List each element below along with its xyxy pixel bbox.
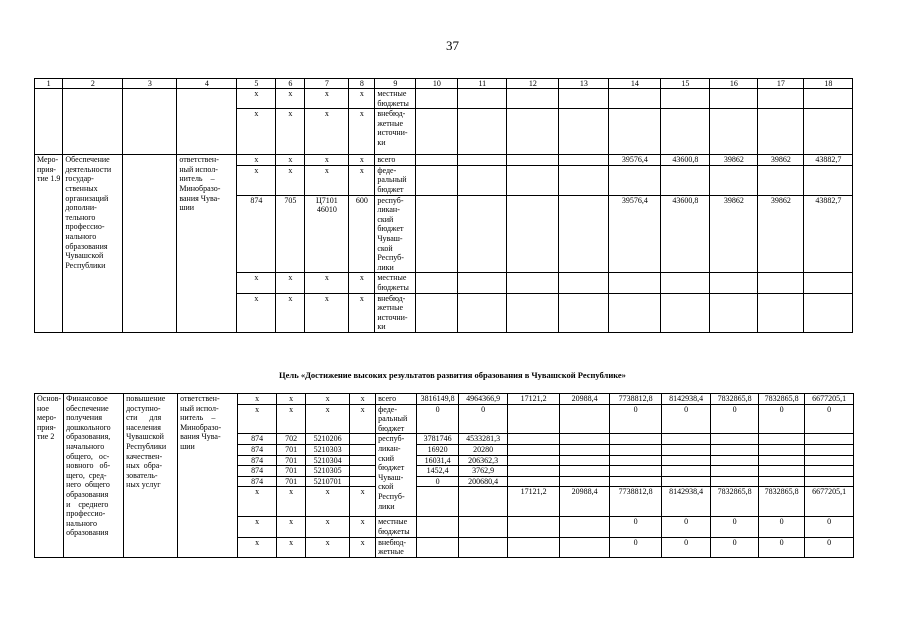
cell <box>560 444 610 455</box>
responsible-executor: ответствен- ный испол- нитель – Минобразо- вания Чува- шии <box>177 155 237 333</box>
cell: х <box>237 293 276 332</box>
cell <box>805 466 854 477</box>
cell <box>609 109 661 155</box>
header-cell: 18 <box>804 79 853 89</box>
cell: 6677205,1 <box>805 394 854 405</box>
cell <box>508 434 560 445</box>
cell: 39862 <box>758 155 804 166</box>
cell <box>508 517 560 537</box>
cell: х <box>349 273 375 293</box>
cell: всего <box>375 155 416 166</box>
cell <box>458 155 507 166</box>
cell <box>610 476 662 487</box>
header-cell: 8 <box>349 79 375 89</box>
cell <box>507 273 559 293</box>
cell: х <box>349 89 375 109</box>
cell <box>759 434 805 445</box>
page-number: 37 <box>446 38 459 53</box>
cell: х <box>349 155 375 166</box>
cell: х <box>277 394 306 405</box>
cell <box>804 273 853 293</box>
cell: 7738812,8 <box>610 394 662 405</box>
cell: 701 <box>277 444 306 455</box>
header-cell: 5 <box>237 79 276 89</box>
cell: 43882,7 <box>804 155 853 166</box>
cell: х <box>306 487 350 517</box>
cell: 705 <box>276 195 305 273</box>
cell <box>508 466 560 477</box>
responsible-executor: ответствен- ный испол- нитель – Минобразо- вания Чува- шии <box>178 394 238 558</box>
cell: 3816149,8 <box>417 394 459 405</box>
cell: 1452,4 <box>417 466 459 477</box>
cell: х <box>350 487 376 517</box>
cell <box>416 165 458 195</box>
cell: 0 <box>711 537 759 557</box>
cell <box>662 444 711 455</box>
cell <box>416 155 458 166</box>
cell <box>350 455 376 466</box>
cell: х <box>305 165 349 195</box>
cell <box>711 444 759 455</box>
cell: х <box>350 537 376 557</box>
cell: 3762,9 <box>459 466 508 477</box>
cell: 0 <box>759 404 805 434</box>
cell <box>662 455 711 466</box>
cell: 7738812,8 <box>610 487 662 517</box>
cell <box>609 165 661 195</box>
cell <box>560 476 610 487</box>
cell: 0 <box>759 517 805 537</box>
cell: 0 <box>662 517 711 537</box>
cell <box>458 195 507 273</box>
cell <box>507 109 559 155</box>
cell <box>661 89 710 109</box>
cell <box>758 293 804 332</box>
cell <box>458 165 507 195</box>
cell: х <box>237 89 276 109</box>
cell: 3781746 <box>417 434 459 445</box>
measure-code: Основ- ное меро- прия- тие 2 <box>35 394 64 558</box>
cell: 600 <box>349 195 375 273</box>
cell <box>804 165 853 195</box>
cell: 17121,2 <box>508 487 560 517</box>
cell <box>560 455 610 466</box>
cell: 5210304 <box>306 455 350 466</box>
cell <box>350 434 376 445</box>
header-cell: 4 <box>177 79 237 89</box>
cell: х <box>277 487 306 517</box>
cell <box>559 89 609 109</box>
cell: х <box>276 89 305 109</box>
cell: 874 <box>238 466 277 477</box>
cell <box>759 455 805 466</box>
cell: 200680,4 <box>459 476 508 487</box>
cell: 0 <box>805 404 854 434</box>
cell: Ц7101 46010 <box>305 195 349 273</box>
header-cell: 6 <box>276 79 305 89</box>
cell: х <box>305 89 349 109</box>
cell <box>710 109 758 155</box>
header-cell: 13 <box>559 79 609 89</box>
cell <box>758 273 804 293</box>
cell <box>758 89 804 109</box>
cell: 874 <box>237 195 276 273</box>
cell: 20988,4 <box>560 394 610 405</box>
cell: 39576,4 <box>609 195 661 273</box>
cell <box>35 89 63 155</box>
cell: 0 <box>610 537 662 557</box>
cell <box>609 89 661 109</box>
cell <box>805 455 854 466</box>
cell: х <box>306 394 350 405</box>
budget-table-goal <box>34 393 854 558</box>
cell <box>417 537 459 557</box>
cell: 874 <box>238 455 277 466</box>
cell: 0 <box>662 404 711 434</box>
cell <box>610 455 662 466</box>
cell: 0 <box>417 476 459 487</box>
cell: 874 <box>238 476 277 487</box>
cell: 20988,4 <box>560 487 610 517</box>
cell: 43882,7 <box>804 195 853 273</box>
header-cell: 12 <box>507 79 559 89</box>
header-cell: 16 <box>710 79 758 89</box>
cell: х <box>238 537 277 557</box>
cell <box>416 273 458 293</box>
cell <box>507 293 559 332</box>
cell: 39862 <box>710 155 758 166</box>
cell <box>458 293 507 332</box>
cell <box>560 537 610 557</box>
header-cell: 14 <box>609 79 661 89</box>
cell: х <box>237 109 276 155</box>
cell <box>507 165 559 195</box>
cell <box>610 466 662 477</box>
cell: х <box>349 293 375 332</box>
cell <box>661 273 710 293</box>
cell <box>662 434 711 445</box>
measure-title: Финансовое обеспечение получения дошкольного образования, начального общего, ос- новного об- щего, сред- него общего образования и среднего профессио- нального образования <box>64 394 124 558</box>
cell <box>804 293 853 332</box>
cell <box>559 165 609 195</box>
cell: внебюд- жетные источни- ки <box>375 293 416 332</box>
cell: 0 <box>417 404 459 434</box>
cell: 16920 <box>417 444 459 455</box>
table-row <box>35 89 853 109</box>
cell <box>805 444 854 455</box>
cell <box>560 466 610 477</box>
cell: 874 <box>238 434 277 445</box>
cell: респуб- ликан- ский бюджет Чуваш- ской Респуб- лики <box>375 195 416 273</box>
cell <box>508 455 560 466</box>
cell: местные бюджеты <box>375 273 416 293</box>
cell <box>711 455 759 466</box>
cell: х <box>277 537 306 557</box>
cell: 0 <box>711 517 759 537</box>
cell: х <box>238 394 277 405</box>
cell <box>417 487 459 517</box>
cell: х <box>305 109 349 155</box>
cell <box>804 109 853 155</box>
cell <box>63 89 123 155</box>
table-row <box>35 394 854 405</box>
cell: х <box>349 165 375 195</box>
cell: местные бюджеты <box>376 517 417 537</box>
cell <box>459 537 508 557</box>
cell: х <box>305 273 349 293</box>
cell <box>610 434 662 445</box>
cell: х <box>306 404 350 434</box>
cell: х <box>277 517 306 537</box>
header-cell: 11 <box>458 79 507 89</box>
cell <box>508 537 560 557</box>
cell <box>662 466 711 477</box>
cell: 20280 <box>459 444 508 455</box>
cell <box>560 404 610 434</box>
cell: 8142938,4 <box>662 394 711 405</box>
budget-table-top <box>34 78 853 333</box>
cell <box>710 89 758 109</box>
cell <box>661 109 710 155</box>
cell <box>804 89 853 109</box>
cell: 701 <box>277 466 306 477</box>
cell: 17121,2 <box>508 394 560 405</box>
cell: 39576,4 <box>609 155 661 166</box>
cell <box>711 466 759 477</box>
measure-code: Меро- прия- тие 1.9 <box>35 155 63 333</box>
goal-title: Цель «Достижение высоких результатов развития образования в Чувашской Республике» <box>279 370 626 380</box>
cell: 8142938,4 <box>662 487 711 517</box>
header-cell: 3 <box>123 79 177 89</box>
cell <box>805 476 854 487</box>
cell: 5210206 <box>306 434 350 445</box>
cell <box>459 517 508 537</box>
cell: 43600,8 <box>661 195 710 273</box>
cell <box>508 404 560 434</box>
cell <box>559 273 609 293</box>
cell <box>610 444 662 455</box>
cell: 39862 <box>710 195 758 273</box>
header-cell: 9 <box>375 79 416 89</box>
cell <box>559 155 609 166</box>
cell: х <box>305 293 349 332</box>
cell: х <box>276 293 305 332</box>
cell: х <box>238 517 277 537</box>
cell <box>417 517 459 537</box>
cell: всего <box>376 394 417 405</box>
cell <box>758 165 804 195</box>
measure-goal: повышение доступно- сти для населения Чувашской Республики качествен- ных обра- зователь- ных услуг <box>124 394 178 558</box>
cell: 5210303 <box>306 444 350 455</box>
header-cell: 10 <box>416 79 458 89</box>
cell: 874 <box>238 444 277 455</box>
cell <box>507 195 559 273</box>
cell: 6677205,1 <box>805 487 854 517</box>
cell: 0 <box>459 404 508 434</box>
cell <box>350 466 376 477</box>
cell: х <box>350 394 376 405</box>
header-cell: 15 <box>661 79 710 89</box>
cell <box>758 109 804 155</box>
cell <box>416 195 458 273</box>
cell <box>559 109 609 155</box>
cell: х <box>276 109 305 155</box>
cell <box>759 444 805 455</box>
cell: х <box>276 155 305 166</box>
cell: 7832865,8 <box>759 394 805 405</box>
cell <box>508 444 560 455</box>
cell: 701 <box>277 476 306 487</box>
header-cell: 1 <box>35 79 63 89</box>
cell: 0 <box>805 537 854 557</box>
cell <box>507 89 559 109</box>
cell <box>711 434 759 445</box>
cell <box>661 293 710 332</box>
cell <box>559 195 609 273</box>
cell <box>710 165 758 195</box>
cell <box>805 434 854 445</box>
cell <box>609 273 661 293</box>
cell: 702 <box>277 434 306 445</box>
cell <box>458 109 507 155</box>
cell <box>609 293 661 332</box>
cell: х <box>350 517 376 537</box>
cell: х <box>350 404 376 434</box>
cell: х <box>238 404 277 434</box>
header-cell: 7 <box>305 79 349 89</box>
cell: 7832865,8 <box>759 487 805 517</box>
cell: 0 <box>610 517 662 537</box>
cell: внебюд- жетные источни- ки <box>375 109 416 155</box>
cell <box>560 434 610 445</box>
cell: х <box>237 273 276 293</box>
cell: х <box>237 155 276 166</box>
cell <box>177 89 237 155</box>
cell: феде- ральный бюджет <box>376 404 417 434</box>
cell: 0 <box>711 404 759 434</box>
cell: респуб- ликан- ский бюджет Чуваш- ской Респуб- лики <box>376 434 417 517</box>
cell: х <box>238 487 277 517</box>
cell <box>508 476 560 487</box>
cell: 4964366,9 <box>459 394 508 405</box>
cell: 0 <box>759 537 805 557</box>
cell <box>458 89 507 109</box>
cell <box>710 273 758 293</box>
cell <box>559 293 609 332</box>
cell: 5210305 <box>306 466 350 477</box>
cell <box>350 444 376 455</box>
cell <box>759 466 805 477</box>
cell: 701 <box>277 455 306 466</box>
cell: 16031,4 <box>417 455 459 466</box>
cell <box>416 89 458 109</box>
cell: х <box>277 404 306 434</box>
cell <box>710 293 758 332</box>
cell: феде- ральный бюджет <box>375 165 416 195</box>
cell <box>662 476 711 487</box>
table-row <box>35 155 853 166</box>
cell <box>661 165 710 195</box>
cell <box>123 89 177 155</box>
cell: х <box>237 165 276 195</box>
cell <box>459 487 508 517</box>
cell: 0 <box>610 404 662 434</box>
cell <box>350 476 376 487</box>
cell: х <box>306 537 350 557</box>
cell: х <box>276 165 305 195</box>
cell: внебюд- жетные <box>376 537 417 557</box>
cell: 7832865,8 <box>711 394 759 405</box>
cell <box>759 476 805 487</box>
cell: х <box>305 155 349 166</box>
header-cell: 2 <box>63 79 123 89</box>
cell: 0 <box>805 517 854 537</box>
header-row <box>35 79 853 89</box>
cell <box>711 476 759 487</box>
cell: 7832865,8 <box>711 487 759 517</box>
cell: х <box>276 273 305 293</box>
cell: 0 <box>662 537 711 557</box>
cell <box>560 517 610 537</box>
cell: 4533281,3 <box>459 434 508 445</box>
cell <box>416 109 458 155</box>
cell <box>507 155 559 166</box>
cell: х <box>306 517 350 537</box>
cell: 43600,8 <box>661 155 710 166</box>
cell: 5210701 <box>306 476 350 487</box>
cell: местные бюджеты <box>375 89 416 109</box>
cell <box>458 273 507 293</box>
measure-title: Обеспечение деятельности государ- ственных организаций дополни- тельного профессио- нального образования Чувашской Республики <box>63 155 123 333</box>
cell: х <box>349 109 375 155</box>
cell: 206362,3 <box>459 455 508 466</box>
cell <box>123 155 177 333</box>
cell <box>416 293 458 332</box>
header-cell: 17 <box>758 79 804 89</box>
cell: 39862 <box>758 195 804 273</box>
